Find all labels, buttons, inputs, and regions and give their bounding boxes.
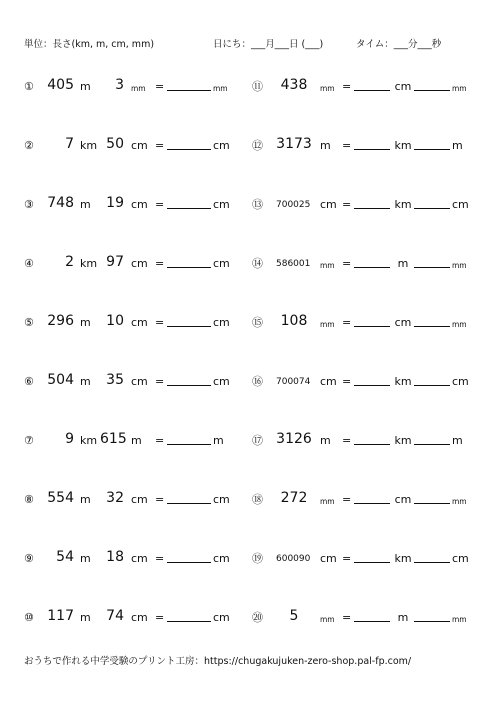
problem-right <box>248 544 496 566</box>
problem-number: ② <box>24 139 34 152</box>
unit-a: m <box>80 493 91 506</box>
problem-number: ⑱ <box>252 493 263 506</box>
value-a: 296 <box>47 313 74 329</box>
unit-a: m <box>80 552 91 565</box>
answer-blank-2 <box>414 149 450 150</box>
equals-sign: = <box>342 198 352 211</box>
value-unit: mm <box>320 83 335 93</box>
answer-unit: cm <box>213 257 230 270</box>
problem-number: ⑦ <box>24 434 34 447</box>
problem-left <box>0 131 248 153</box>
answer-blank-2 <box>414 621 450 622</box>
problem-left <box>0 485 248 507</box>
value-b: 19 <box>106 195 124 211</box>
problem-right <box>248 485 496 507</box>
value: 5 <box>289 608 299 624</box>
answer-blank <box>167 562 211 563</box>
answer-blank-2 <box>414 385 450 386</box>
value-b: 10 <box>106 313 124 329</box>
value-a: 2 <box>65 254 74 270</box>
equals-sign: = <box>342 375 352 388</box>
answer-unit-1: m <box>397 611 409 624</box>
problem-right <box>248 249 496 271</box>
unit-b: cm <box>131 552 148 565</box>
answer-unit: mm <box>213 83 228 93</box>
answer-blank <box>167 503 211 504</box>
value-b: 3 <box>115 77 124 93</box>
answer-blank-1 <box>354 503 390 504</box>
value: 272 <box>280 490 308 506</box>
problem-left <box>0 544 248 566</box>
equals-sign: = <box>342 434 352 447</box>
unit-a: m <box>80 316 91 329</box>
problem-number: ⑤ <box>24 316 34 329</box>
problem-number: ⑧ <box>24 493 34 506</box>
date-field: 日にち：___月___日 (___) <box>213 39 324 50</box>
answer-blank <box>167 385 211 386</box>
problem-number: ⑭ <box>252 257 263 270</box>
answer-blank-2 <box>414 503 450 504</box>
answer-unit: m <box>213 434 224 447</box>
answer-unit-1: km <box>394 375 412 388</box>
equals-sign: = <box>342 80 352 93</box>
unit-b: cm <box>131 198 148 211</box>
answer-blank-1 <box>354 444 390 445</box>
equals-sign: = <box>155 434 165 447</box>
unit-b: cm <box>131 611 148 624</box>
answer-unit: cm <box>213 611 230 624</box>
unit-a: m <box>80 198 91 211</box>
answer-blank-2 <box>414 326 450 327</box>
value: 600090 <box>276 554 311 564</box>
answer-unit-2: mm <box>452 614 467 624</box>
problem-number: ⑩ <box>24 611 34 624</box>
value-a: 9 <box>65 431 74 447</box>
problem-right <box>248 603 496 625</box>
value-unit: cm <box>320 375 337 388</box>
problem-left <box>0 367 248 389</box>
value: 108 <box>280 313 308 329</box>
problem-number: ① <box>24 80 34 93</box>
answer-blank <box>167 621 211 622</box>
answer-unit: cm <box>213 375 230 388</box>
answer-unit-2: cm <box>452 198 469 211</box>
equals-sign: = <box>155 257 165 270</box>
answer-blank <box>167 208 211 209</box>
value-unit: cm <box>320 552 337 565</box>
problem-number: ⑫ <box>252 139 263 152</box>
value-unit: cm <box>320 198 337 211</box>
value-b: 74 <box>106 608 124 624</box>
equals-sign: = <box>342 316 352 329</box>
unit-b: cm <box>131 139 148 152</box>
answer-blank <box>167 267 211 268</box>
value-unit: mm <box>320 260 335 270</box>
equals-sign: = <box>155 139 165 152</box>
problem-number: ⑥ <box>24 375 34 388</box>
problem-number: ⑰ <box>252 434 263 447</box>
unit-a: m <box>80 375 91 388</box>
answer-blank <box>167 326 211 327</box>
value-b: 35 <box>106 372 124 388</box>
answer-blank-1 <box>354 267 390 268</box>
answer-blank <box>167 149 211 150</box>
problem-number: ③ <box>24 198 34 211</box>
answer-blank-1 <box>354 562 390 563</box>
problem-right <box>248 367 496 389</box>
equals-sign: = <box>342 552 352 565</box>
problem-number: ⑯ <box>252 375 263 388</box>
answer-unit: cm <box>213 198 230 211</box>
answer-blank-2 <box>414 90 450 91</box>
answer-blank-1 <box>354 621 390 622</box>
answer-unit-2: mm <box>452 83 467 93</box>
unit-a: km <box>80 434 98 447</box>
problem-left <box>0 249 248 271</box>
answer-unit-2: cm <box>452 552 469 565</box>
answer-unit-1: km <box>394 139 412 152</box>
unit-b: m <box>131 434 142 447</box>
value-unit: mm <box>320 496 335 506</box>
problem-number: ⑲ <box>252 552 263 565</box>
problem-left <box>0 426 248 448</box>
equals-sign: = <box>155 316 165 329</box>
value-a: 117 <box>47 608 74 624</box>
problem-right <box>248 72 496 94</box>
value: 700025 <box>276 200 311 210</box>
problem-left <box>0 603 248 625</box>
equals-sign: = <box>342 257 352 270</box>
footer-credit: おうちで作れる中学受験のプリント工房：https://chugakujuken-zero-shop.pal-fp.com/ <box>24 656 412 667</box>
value-unit: mm <box>320 614 335 624</box>
equals-sign: = <box>155 611 165 624</box>
worksheet-header <box>0 36 496 50</box>
answer-unit-1: m <box>397 257 409 270</box>
problem-number: ⑮ <box>252 316 263 329</box>
unit-b: cm <box>131 493 148 506</box>
equals-sign: = <box>342 611 352 624</box>
unit-a: m <box>80 611 91 624</box>
value-b: 50 <box>106 136 124 152</box>
answer-unit-2: mm <box>452 260 467 270</box>
value-b: 97 <box>106 254 124 270</box>
problem-right <box>248 131 496 153</box>
problem-number: ⑬ <box>252 198 263 211</box>
equals-sign: = <box>155 552 165 565</box>
value-unit: m <box>320 434 331 447</box>
value-unit: m <box>320 139 331 152</box>
value-a: 748 <box>47 195 74 211</box>
unit-a: km <box>80 139 98 152</box>
equals-sign: = <box>155 375 165 388</box>
answer-unit-2: cm <box>452 375 469 388</box>
answer-unit-2: mm <box>452 496 467 506</box>
equals-sign: = <box>155 198 165 211</box>
problem-number: ⑪ <box>252 80 263 93</box>
value-a: 405 <box>47 77 74 93</box>
answer-blank-1 <box>354 149 390 150</box>
answer-unit-2: m <box>452 434 463 447</box>
value: 3173 <box>276 136 312 152</box>
answer-blank-2 <box>414 267 450 268</box>
problem-right <box>248 426 496 448</box>
time-field: タイム：___分___秒 <box>356 39 442 50</box>
answer-unit-1: cm <box>394 316 412 329</box>
equals-sign: = <box>342 139 352 152</box>
problem-left <box>0 190 248 212</box>
unit-b: cm <box>131 316 148 329</box>
unit-a: m <box>80 80 91 93</box>
answer-unit: cm <box>213 493 230 506</box>
answer-unit: cm <box>213 139 230 152</box>
unit-b: cm <box>131 375 148 388</box>
unit-b: cm <box>131 257 148 270</box>
problem-number: ⑨ <box>24 552 34 565</box>
answer-blank-1 <box>354 208 390 209</box>
answer-unit-1: cm <box>394 493 412 506</box>
answer-blank <box>167 90 211 91</box>
answer-unit-2: m <box>452 139 463 152</box>
answer-blank-1 <box>354 385 390 386</box>
answer-blank-2 <box>414 562 450 563</box>
value: 3126 <box>276 431 312 447</box>
value: 438 <box>280 77 308 93</box>
unit-label: 単位：長さ(km, m, cm, mm) <box>24 39 155 50</box>
answer-blank-2 <box>414 208 450 209</box>
answer-blank-2 <box>414 444 450 445</box>
value: 700074 <box>276 377 311 387</box>
unit-b: mm <box>131 83 146 93</box>
equals-sign: = <box>342 493 352 506</box>
value-b: 32 <box>106 490 124 506</box>
value-a: 504 <box>47 372 74 388</box>
problem-left <box>0 72 248 94</box>
value-a: 7 <box>65 136 74 152</box>
answer-unit-1: km <box>394 552 412 565</box>
answer-blank-1 <box>354 90 390 91</box>
value-unit: mm <box>320 319 335 329</box>
problem-left <box>0 308 248 330</box>
unit-a: km <box>80 257 98 270</box>
answer-unit: cm <box>213 316 230 329</box>
answer-blank-1 <box>354 326 390 327</box>
answer-unit-2: mm <box>452 319 467 329</box>
value: 586001 <box>276 259 311 269</box>
value-b: 18 <box>106 549 124 565</box>
problem-right <box>248 308 496 330</box>
problem-number: ④ <box>24 257 34 270</box>
value-a: 54 <box>56 549 74 565</box>
answer-unit-1: km <box>394 434 412 447</box>
equals-sign: = <box>155 80 165 93</box>
equals-sign: = <box>155 493 165 506</box>
answer-unit: cm <box>213 552 230 565</box>
problem-number: ⑳ <box>252 611 263 624</box>
answer-blank <box>167 444 211 445</box>
answer-unit-1: km <box>394 198 412 211</box>
answer-unit-1: cm <box>394 80 412 93</box>
problem-right <box>248 190 496 212</box>
value-a: 554 <box>47 490 74 506</box>
value-b: 615 <box>100 431 127 447</box>
